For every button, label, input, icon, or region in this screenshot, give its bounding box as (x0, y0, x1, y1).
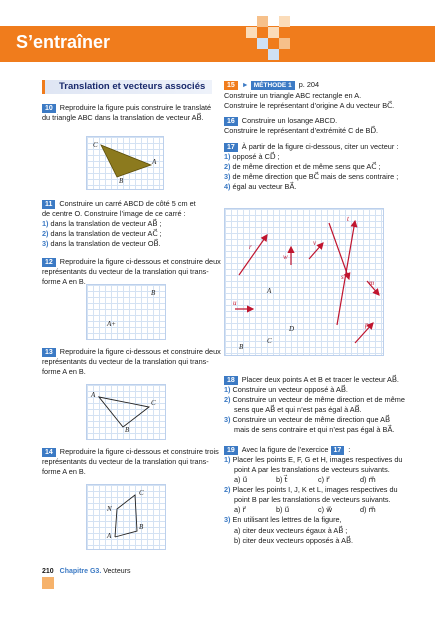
item-text: de même direction et de même sens que AC⃗ ; (232, 162, 381, 172)
item-number: 1) (224, 385, 231, 395)
item-number: 3) (224, 415, 231, 425)
section-heading (42, 80, 212, 94)
page-title: S’entraîner (16, 32, 111, 52)
exercise-16 (224, 116, 420, 136)
item-number: 3) (224, 172, 231, 182)
exercise-number: 12 (42, 258, 56, 267)
item-text: Placer les points I, J, K et L, images respectives du (232, 485, 398, 495)
choice: a) u⃗ (234, 475, 248, 485)
item-number: 4) (224, 182, 231, 192)
exercise-text: Construire un losange ABCD. (241, 116, 338, 125)
item-text: sens que AB⃗ et qui n’est pas égal à AB⃗. (234, 405, 362, 415)
exercise-ref-badge[interactable]: 17 (331, 446, 345, 455)
exercise-text: Construire le représentant d’extrémité C de BD⃗. (224, 126, 379, 136)
section-title: Translation et vecteurs associés (59, 81, 206, 92)
vector-s (329, 223, 349, 279)
choice: a) r⃗ (234, 505, 246, 515)
item-number: 1) (224, 455, 231, 465)
exercise-text: Construire le représentant d’origine A du vecteur BC⃗. (224, 100, 395, 110)
point-label: B (151, 289, 156, 297)
figure-polygon-grid (86, 484, 166, 550)
exercise-text: Reproduire la figure ci-dessous et construire trois (59, 447, 219, 456)
item-number: 1) (42, 219, 49, 229)
point-label: C (267, 337, 272, 345)
point-label: C (151, 399, 156, 407)
point-label: D (289, 325, 295, 333)
figure-points-grid (86, 284, 166, 340)
exercise-number: 10 (42, 104, 56, 113)
item-number: 1) (224, 152, 231, 162)
exercise-11 (42, 199, 212, 249)
figure-triangle-grid (86, 136, 164, 190)
exercise-text: du triangle ABC dans la translation de vecteur AB⃗. (42, 113, 204, 123)
exercise-text: représentants du vecteur de la translation qui trans- (42, 267, 209, 277)
point-label: B (125, 426, 130, 434)
figure-triangle2-grid (86, 384, 166, 440)
point-label: A+ (107, 320, 116, 328)
exercise-text: Reproduire la figure ci-dessous et construire deux (59, 347, 221, 356)
deco-square (257, 38, 268, 49)
item-text: opposé à CD⃗ ; (232, 152, 280, 162)
item-text: mais de sens contraire et qui n’est pas égal à BA⃗. (234, 425, 395, 435)
choice: b) t⃗ (276, 475, 288, 485)
footer-deco-square (42, 577, 54, 589)
item-number: 2) (224, 162, 231, 172)
vector-label: v⃗ (313, 239, 322, 247)
item-text: Placer les points E, F, G et H, images respectives du (232, 455, 403, 465)
item-number: 2) (224, 395, 231, 405)
exercise-number: 19 (224, 446, 238, 455)
item-text: de même direction que BC⃗ mais de sens contraire ; (232, 172, 399, 182)
exercise-text: de centre O. Construire l’image de ce carré : (42, 209, 186, 219)
exercise-number: 16 (224, 117, 238, 126)
point-label: A (152, 158, 157, 166)
exercise-number: 18 (224, 376, 238, 385)
deco-square (279, 38, 290, 49)
method-badge[interactable]: MÉTHODE 1 (251, 81, 295, 90)
point-label: B (119, 177, 124, 185)
triangle-abc (101, 145, 151, 177)
point-label: A (267, 287, 272, 295)
exercise-text: forme A en B. (42, 367, 86, 377)
exercise-number: 14 (42, 448, 56, 457)
point-label: B (239, 343, 244, 351)
point-label: B (139, 523, 144, 531)
exercise-number: 13 (42, 348, 56, 357)
vector-label: p⃗ (365, 321, 374, 329)
choice: c) w⃗ (318, 505, 333, 515)
figure-vectors-grid (224, 208, 384, 356)
exercise-text: forme A en B. (42, 277, 86, 287)
chapter-label: Chapitre G3. (59, 568, 102, 575)
item-text: dans la translation de vecteur AC⃗ ; (50, 229, 162, 239)
triangle-acb (99, 397, 149, 427)
exercise-12 (42, 257, 221, 287)
item-text: a) citer deux vecteurs égaux à AB⃗ ; (234, 525, 348, 535)
exercise-number: 15 (224, 81, 238, 90)
exercise-10 (42, 103, 212, 123)
vector-label: t⃗ (347, 215, 355, 223)
page-footer (42, 568, 130, 575)
item-text: dans la translation de vecteur AB⃗ ; (50, 219, 162, 229)
point-label: C (93, 141, 98, 149)
exercise-number: 17 (224, 143, 238, 152)
choice: d) m⃗ (360, 505, 376, 515)
exercise-text: représentants du vecteur de la translation qui trans- (42, 357, 209, 367)
vector-label: s⃗ (341, 273, 350, 281)
vector-r (239, 235, 267, 275)
choice-row (224, 475, 420, 485)
item-text: Construire un vecteur de même direction que AB⃗ (232, 415, 391, 425)
polygon-ancb (115, 495, 137, 537)
item-text: dans la translation de vecteur OB⃗. (50, 239, 161, 249)
chapter-banner (0, 26, 435, 62)
vector-label: r⃗ (249, 243, 258, 251)
chapter-topic: Vecteurs (103, 568, 131, 575)
point-label: C (139, 489, 144, 497)
deco-square (279, 16, 290, 27)
exercise-text: Placer deux points A et B et tracer le vecteur AB⃗. (241, 375, 399, 384)
point-label: A (107, 532, 112, 540)
item-text: égal au vecteur BA⃗. (232, 182, 297, 192)
item-number: 2) (224, 485, 231, 495)
deco-square (257, 16, 268, 27)
exercise-17 (224, 142, 420, 192)
method-page: p. 204 (298, 80, 320, 89)
deco-square (246, 27, 257, 38)
choice: b) u⃗ (276, 505, 290, 515)
choice: d) m⃗ (360, 475, 376, 485)
point-label: N (107, 505, 112, 513)
exercise-text: Construire un triangle ABC rectangle en A. (224, 90, 362, 100)
exercise-text: Construire un carré ABCD de côté 5 cm et (59, 199, 196, 208)
vector-label: m⃗ (369, 279, 380, 287)
exercise-18 (224, 375, 420, 435)
exercise-19: 19 Avec la figure de l’exercice 17 : 1) Placer les points E, F, G et H, images respectives du point A par les translations de vecteurs suivants. a) u⃗ b) t⃗ c) r⃗ d) m⃗ 2) Placer les points I, J, K et L, images respectives du point B par les translations de vecteurs suivants. a) r⃗ b) u⃗ c) w⃗ d) m⃗ 3) En utilisant les lettres de la figure, a) citer deux vecteurs égaux à AB⃗ ; b) citer deux vecteurs opposés à AB⃗. (224, 445, 420, 546)
exercise-text: Reproduire la figure puis construire le translaté (59, 103, 212, 112)
exercise-text: À partir de la figure ci-dessous, citer un vecteur : (241, 142, 399, 151)
choice-row (224, 505, 420, 515)
vectors-figure (225, 209, 385, 357)
exercise-13 (42, 347, 221, 377)
item-text: Construire un vecteur opposé à AB⃗. (232, 385, 348, 395)
deco-square (268, 27, 279, 38)
item-number: 3) (224, 515, 231, 525)
deco-square (268, 49, 279, 60)
item-text: Construire un vecteur de même direction et de même (232, 395, 405, 405)
vector-label: w⃗ (283, 253, 294, 261)
item-number: 3) (42, 239, 49, 249)
item-text: point A par les translations de vecteurs suivants. (234, 465, 390, 475)
method-arrow-icon: ► (241, 82, 249, 89)
choice: c) r⃗ (318, 475, 330, 485)
exercise-14 (42, 447, 219, 477)
point-label: A (91, 391, 96, 399)
exercise-number: 11 (42, 200, 55, 209)
exercise-text: représentants du vecteur de la translation qui trans- (42, 457, 209, 467)
exercise-text: forme A en B. (42, 467, 86, 477)
exercise-text: Avec la figure de l’exercice (241, 445, 329, 454)
exercise-15 (224, 80, 420, 111)
item-text: b) citer deux vecteurs opposés à AB⃗. (234, 535, 353, 545)
item-number: 2) (42, 229, 49, 239)
vector-label: u⃗ (233, 299, 242, 307)
polygon-figure (87, 485, 167, 551)
item-text: point B par les translations de vecteurs suivants. (234, 495, 391, 505)
page-number: 210 (42, 568, 54, 575)
item-text: En utilisant les lettres de la figure, (232, 515, 342, 525)
exercise-text: Reproduire la figure ci-dessous et construire deux (59, 257, 221, 266)
